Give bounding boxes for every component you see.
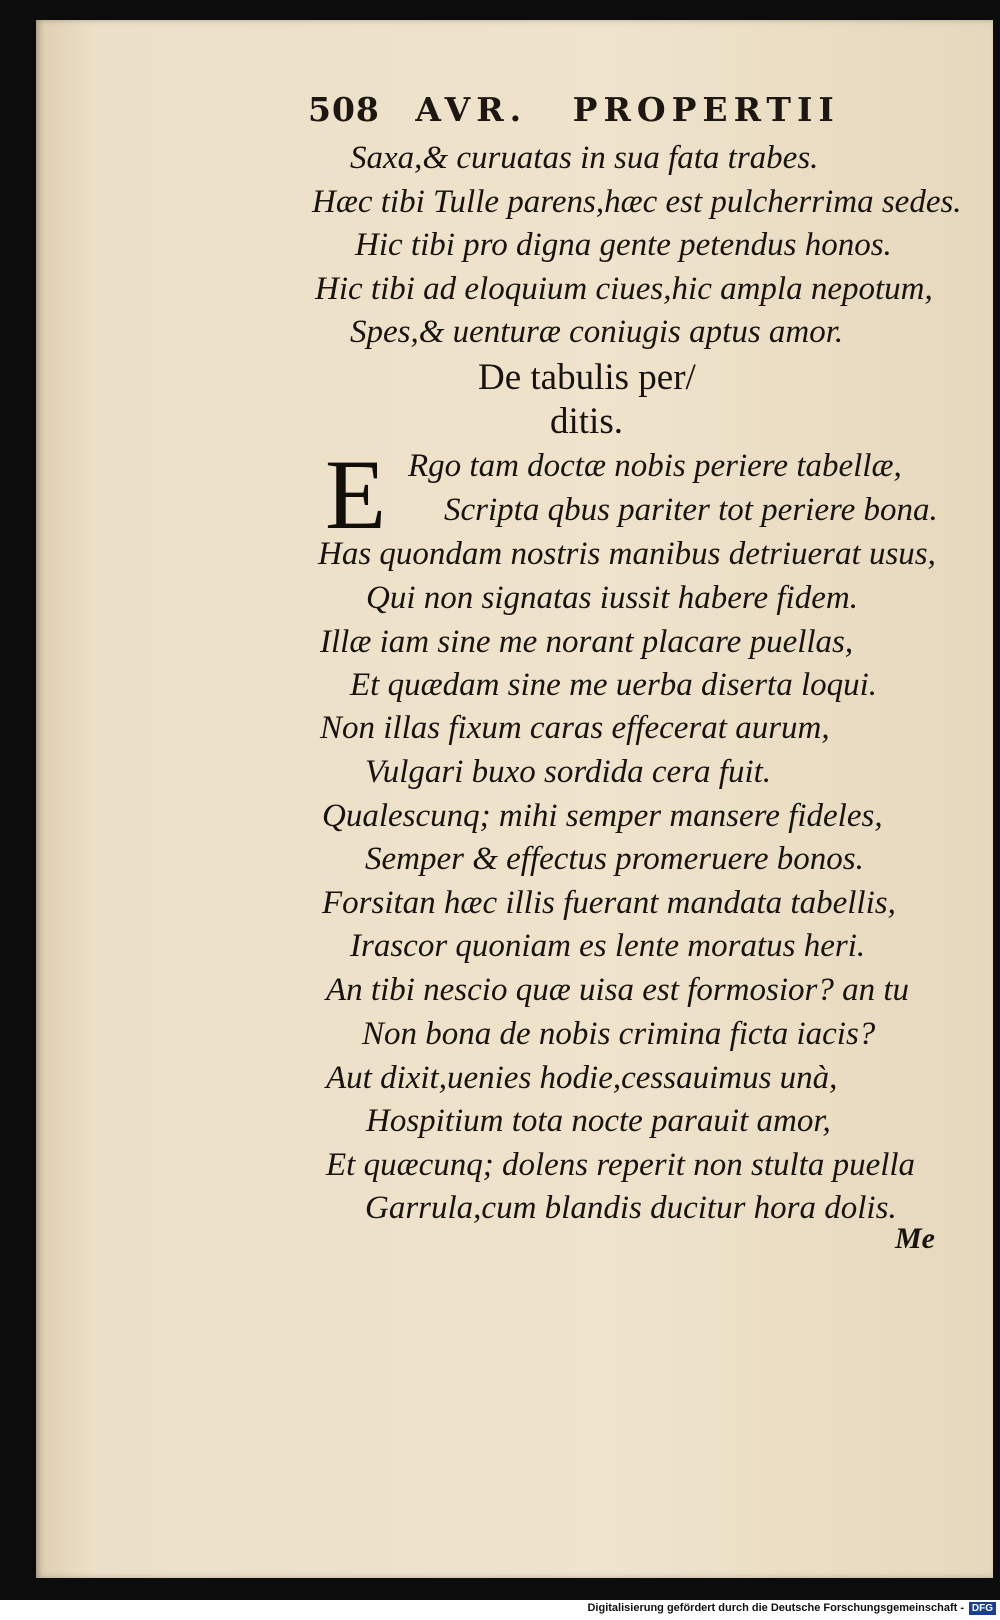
verse-line: Spes,& uenturæ coniugis aptus amor.	[350, 314, 844, 350]
verse-line: Qualescunq; mihi semper mansere fideles,	[322, 798, 883, 834]
verse-line: Garrula,cum blandis ducitur hora dolis.	[365, 1190, 897, 1226]
verse-line: Forsitan hæc illis fuerant mandata tabellis,	[322, 885, 896, 921]
poem-title-continued: ditis.	[550, 401, 623, 442]
drop-capital: E	[325, 439, 387, 550]
verse-line: Hic tibi ad eloquium ciues,hic ampla nepotum,	[315, 271, 933, 307]
verse-line: Vulgari buxo sordida cera fuit.	[365, 754, 772, 790]
verse-line: Has quondam nostris manibus detriuerat usus,	[318, 536, 936, 572]
verse-line: Saxa,& curuatas in sua fata trabes.	[350, 140, 819, 176]
verse-line: Hæc tibi Tulle parens,hæc est pulcherrima sedes.	[312, 184, 962, 220]
verse-line: Non illas fixum caras effecerat aurum,	[320, 710, 830, 746]
verse-line: Non bona de nobis crimina ficta iacis?	[362, 1016, 876, 1052]
footer-bar	[0, 1600, 1000, 1620]
verse-line: Et quædam sine me uerba diserta loqui.	[350, 667, 878, 703]
verse-line: Irascor quoniam es lente moratus heri.	[350, 928, 866, 964]
header-title: PROPERTII	[572, 90, 840, 129]
verse-line: Scripta qbus pariter tot periere bona.	[444, 492, 938, 528]
verse-line: Illæ iam sine me norant placare puellas,	[320, 624, 854, 660]
verse-line: Et quæcunq; dolens reperit non stulta puella	[326, 1147, 916, 1183]
verse-line: An tibi nescio quæ uisa est formosior? an tu	[326, 972, 910, 1008]
poem-title: De tabulis per/	[478, 357, 696, 398]
catchword: Me	[895, 1222, 935, 1255]
verse-line: Hic tibi pro digna gente petendus honos.	[355, 227, 892, 263]
dfg-logo: DFG	[969, 1602, 996, 1615]
header-author: AVR.	[415, 90, 528, 129]
verse-line: Rgo tam doctæ nobis periere tabellæ,	[408, 448, 902, 484]
funding-credit: Digitalisierung gefördert durch die Deutsche Forschungsgemeinschaft -	[587, 1602, 964, 1614]
verse-line: Aut dixit,uenies hodie,cessauimus unà,	[326, 1060, 838, 1096]
page-number: 508	[308, 90, 380, 129]
verse-line: Qui non signatas iussit habere fidem.	[366, 580, 858, 616]
verse-line: Semper & effectus promeruere bonos.	[365, 841, 864, 877]
verse-line: Hospitium tota nocte parauit amor,	[366, 1103, 831, 1139]
running-header	[308, 90, 840, 129]
